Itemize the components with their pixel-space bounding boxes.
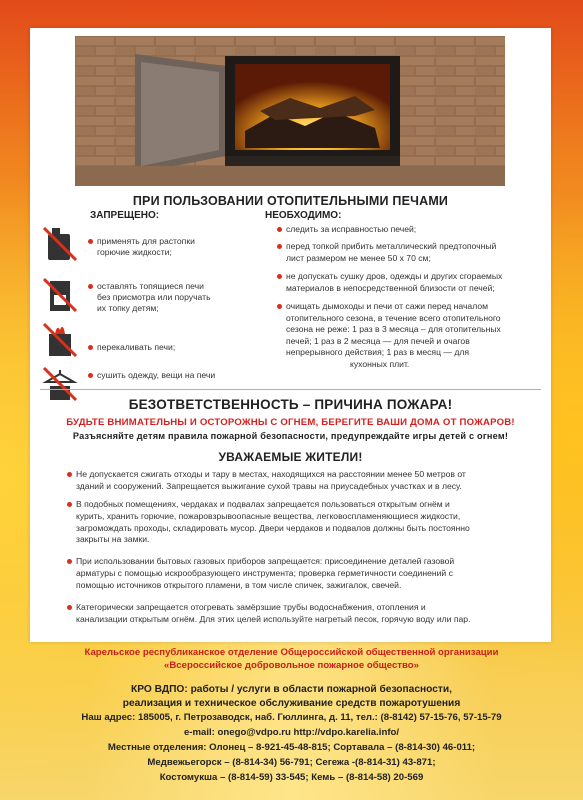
org-name-line-2: «Всероссийское добровольное пожарное общество» — [164, 660, 419, 671]
residents-item: Категорически запрещается отогревать замёрзшие трубы водоснабжения, отопления и канализации открытым огнём. Для этих целей используйте нагретый песок, горячую воду или пар. — [76, 602, 531, 626]
no-fuel-can-icon — [40, 224, 80, 264]
branches-line-1: Местные отделения: Олонец – 8-921-45-48-815; Сортавала – (8-814-30) 46-011; — [107, 742, 476, 753]
kids-warning-line: Разъясняйте детям правила пожарной безопасности, предупреждайте игры детей с огнем! — [72, 431, 509, 441]
no-unattended-stove-icon — [40, 275, 80, 315]
bullet-icon — [67, 502, 72, 507]
address-line: Наш адрес: 185005, г. Петрозаводск, наб. Гюллинга, д. 11, тел.: (8-8142) 57-15-76, 57-15-79 — [81, 712, 502, 723]
bullet-icon — [88, 373, 93, 378]
residents-title: УВАЖАЕМЫЕ ЖИТЕЛИ! — [218, 450, 363, 464]
section-divider — [40, 389, 541, 390]
bullet-icon — [277, 227, 282, 232]
required-item: перед топкой прибить металлический предтопочный лист размером не менее 50 х 70 см; — [286, 241, 536, 264]
bullet-icon — [67, 472, 72, 477]
no-overheat-stove-icon — [40, 320, 80, 360]
bullet-icon — [277, 304, 282, 309]
email-line: e-mail: onego@vdpo.ru http://vdpo.karelia.info/ — [183, 727, 400, 738]
forbidden-item: сушить одежду, вещи на печи — [97, 370, 215, 381]
services-line-1: КРО ВДПО: работы / услуги в области пожарной безопасности, — [131, 684, 452, 695]
bullet-icon — [88, 239, 93, 244]
bullet-icon — [277, 244, 282, 249]
required-heading: НЕОБХОДИМО: — [265, 210, 342, 221]
residents-item: В подобных помещениях, чердаках и подвалах запрещается пользоваться открытым огнём и курить, хранить горючие, пожаровзрывоопасные вещества, легковоспламеняющиеся жидкости, загромождать проходы, складировать мусор. Двери чердаков и подвалов должны быть постоянно закрыты на замки. — [76, 499, 531, 546]
org-name-line-1: Карельское республиканское отделение Общероссийской общественной организации — [84, 647, 499, 658]
residents-item: При использовании бытовых газовых приборов запрещается: присоединение деталей газовой арматуры с помощью искрообразующего инструмента; проверка герметичности соединений с помощью источников открытого пламени, в том числе спичек, зажигалок, свечей. — [76, 556, 531, 591]
bullet-icon — [67, 605, 72, 610]
required-item: следить за исправностью печей; — [286, 224, 536, 236]
bullet-icon — [88, 345, 93, 350]
branches-line-3: Костомукша – (8-814-59) 33-545; Кемь – (8-814-58) 20-569 — [159, 772, 424, 783]
required-item: очищать дымоходы и печи от сажи перед началом отопительного сезона, в течение всего отопительного сезона не реже: 1 раз в 3 месяца – для отопительных печей; 1 раз в 2 месяца — для печей и очагов непрерывного действия; 1 раз в месяц — для кухонных плит. — [286, 301, 536, 370]
bullet-icon — [277, 274, 282, 279]
forbidden-item: оставлять топящиеся печи без присмотра или поручать их топку детям; — [97, 281, 211, 314]
residents-item: Не допускается сжигать отходы и тару в местах, находящихся на расстоянии менее 50 метров от зданий и сооружений. Запрещается выжигание сухой травы на приусадебных участках и в лесу. — [76, 469, 531, 493]
forbidden-item: перекаливать печи; — [97, 342, 175, 353]
heating-title: ПРИ ПОЛЬЗОВАНИИ ОТОПИТЕЛЬНЫМИ ПЕЧАМИ — [132, 194, 449, 208]
notice-panel — [30, 28, 551, 642]
required-item: не допускать сушку дров, одежды и других сгораемых материалов в непосредственной близости от печей; — [286, 271, 536, 294]
bullet-icon — [67, 559, 72, 564]
warning-red-line: БУДЬТЕ ВНИМАТЕЛЬНЫ И ОСТОРОЖНЫ С ОГНЕМ, БЕРЕГИТЕ ВАШИ ДОМА ОТ ПОЖАРОВ! — [66, 417, 515, 428]
stove-photo — [75, 36, 505, 186]
services-line-2: реализация и техническое обслуживание средств пожаротушения — [122, 698, 461, 709]
warning-title: БЕЗОТВЕТСТВЕННОСТЬ – ПРИЧИНА ПОЖАРА! — [128, 397, 453, 412]
branches-line-2: Медвежьегорск – (8-814-34) 56-791; Сегежа -(8-814-31) 43-871; — [147, 757, 436, 768]
forbidden-heading: ЗАПРЕЩЕНО: — [90, 210, 160, 221]
bullet-icon — [88, 284, 93, 289]
forbidden-item: применять для растопки горючие жидкости; — [97, 236, 195, 258]
